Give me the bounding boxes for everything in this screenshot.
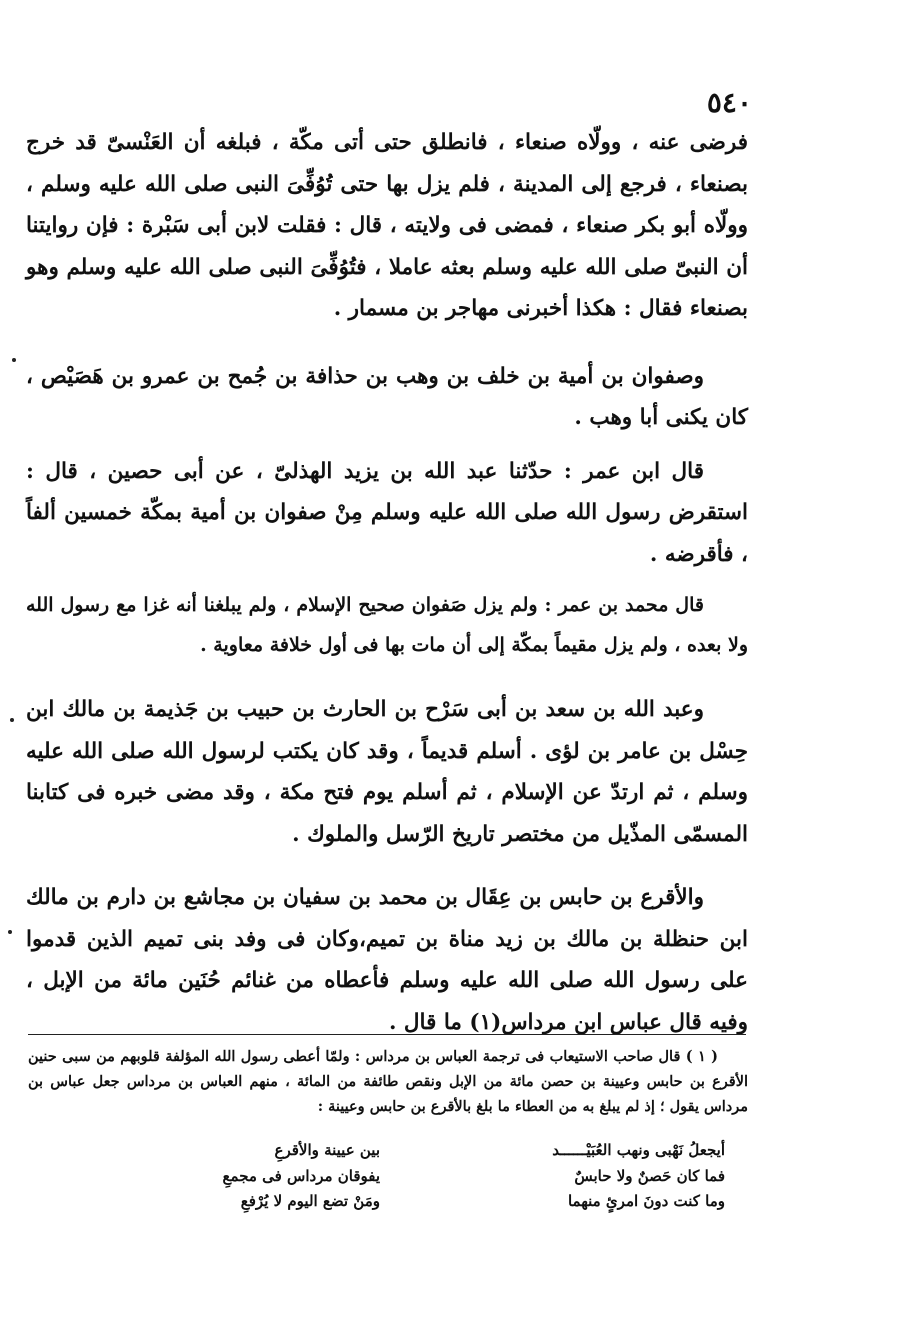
- paragraph-aqra-ibn-habis: والأقرع بن حابس بن عِقَال بن محمد بن سفيان بن مجاشع بن دارم بن مالك ابن حنظلة بن مالك بن زيد مناة بن تميم،وكان فى وفد بنى تميم الذين قدموا على رسول الله صلى الله عليه وسلم فأعطاه من غنائم حُنَين مائة من الإبل ، وفيه قال عباس ابن مرداس(١) ما قال .: [26, 885, 748, 1035]
- paragraph-muhammad-ibn-umar: قال محمد بن عمر : ولم يزل صَفوان صحيح الإسلام ، ولم يبلغنا أنه غزا مع رسول الله ولا بعده ، ولم يزل مقيماً بمكّة إلى أن مات بها فى أول خلافة معاوية .: [26, 594, 748, 656]
- paragraph-ibn-umar: قال ابن عمر : حدّثنا عبد الله بن يزيد الهذلىّ ، عن أبى حصين ، قال : استقرض رسول الله صلى الله عليه وسلم مِنْ صفوان بن أمية بمكّة خمسين ألفاً ، فأقرضه .: [26, 458, 748, 567]
- margin-dot: [10, 718, 14, 722]
- verse-second-hemistich: ومَنْ تضع اليوم لا يُرْفعِ: [240, 1192, 380, 1210]
- footnote: ( ١ ) قال صاحب الاستيعاب فى ترجمة العباس بن مرداس : ولمّا أعطى رسول الله المؤلفة قلوبهم من سبى حنين الأقرع بن حابس وعيينة بن حصن مائة من الإبل ونقص طائفة من المائة ، منهم العباس بن مرداس جعل عباس بن مرداس يقول ؛ إذ لم يبلغ به من العطاء ما بلغ بالأقرع بن حابس وعيينة :: [28, 1048, 748, 1115]
- footnote-divider: [28, 1034, 746, 1035]
- verse-second-hemistich: يفوقان مرداس فى مجمعِ: [222, 1166, 380, 1185]
- poem-verse-3: [180, 1189, 725, 1215]
- verse-first-hemistich: وما كنت دونَ امرئٍ منهما: [567, 1192, 725, 1210]
- verse-second-hemistich: بين عيينة والأقرعِ: [274, 1141, 380, 1159]
- margin-dot: [12, 358, 16, 362]
- paragraph-safwan: وصفوان بن أمية بن خلف بن وهب بن حذافة بن جُمح بن عمرو بن هَصَيْص ، كان يكنى أبا وهب .: [26, 363, 748, 430]
- page-number: ٥٤٠: [706, 86, 752, 119]
- poem-verse-2: [180, 1164, 725, 1190]
- main-text: [26, 122, 748, 1043]
- margin-dot: [8, 930, 12, 934]
- paragraph-1: فرضى عنه ، وولّاه صنعاء ، فانطلق حتى أتى مكّة ، فبلغه أن العَنْسىّ قد خرج بصنعاء ، فرجع إلى المدينة ، فلم يزل بها حتى تُوُفِّىَ النبى صلى الله عليه وسلم ، وولّاه أبو بكر صنعاء ، فمضى فى ولايته ، قال : فقلت لابن أبى سَبْرة : فإن روايتنا أن النبىّ صلى الله عليه وسلم بعثه عاملا ، فتُوُفِّىَ النبى صلى الله عليه وسلم وهو بصنعاء فقال : هكذا أخبرنى مهاجر بن مسمار .: [26, 130, 748, 321]
- verse-first-hemistich: فما كان حَصنٌ ولا حابسٌ: [574, 1166, 725, 1185]
- poem: [180, 1138, 725, 1215]
- poem-verse-1: [180, 1138, 725, 1164]
- paragraph-abdullah-ibn-saad: وعبد الله بن سعد بن أبى سَرْح بن الحارث بن حبيب بن جَذيمة بن مالك ابن حِسْل بن عامر بن لؤى . أسلم قديماً ، وقد كان يكتب لرسول الله صلى الله عليه وسلم ، ثم ارتدّ عن الإسلام ، ثم أسلم يوم فتح مكة ، وقد مضى خبره فى كتابنا المسمّى المذّيل من مختصر تاريخ الرّسل والملوك .: [26, 697, 748, 847]
- verse-first-hemistich: أيجعلُ نَهْبى ونهب العُبَيْــــــد: [552, 1141, 725, 1159]
